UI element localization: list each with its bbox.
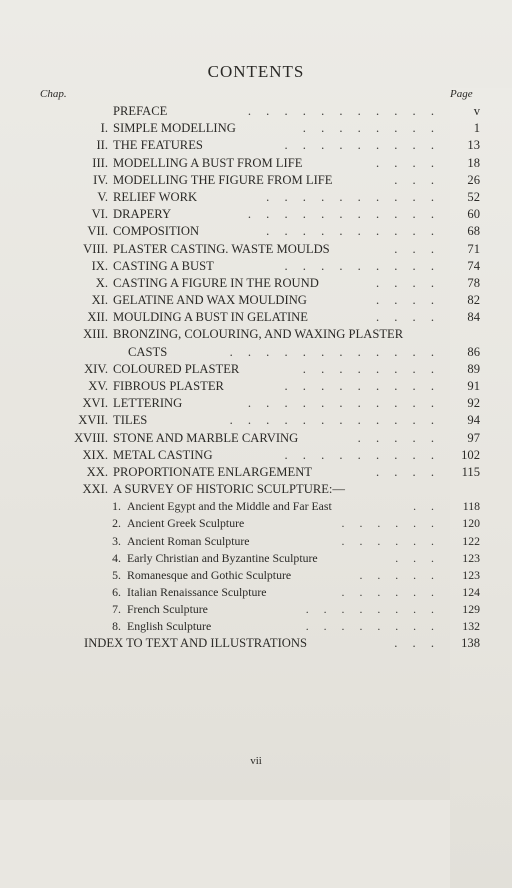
page-number: 115 (461, 464, 480, 479)
dot-leader: . . . . . . (341, 516, 440, 531)
chapter-title: MOULDING A BUST IN GELATINE (113, 310, 308, 325)
dot-leader: . . . . (375, 464, 440, 479)
chapter-number: X. (95, 275, 108, 290)
chapter-number: V. (97, 189, 108, 204)
chapter-column-header: Chap. (40, 88, 67, 100)
toc-entry (0, 156, 512, 173)
dot-leader: . . . . . . . . (302, 121, 440, 136)
dot-leader: . . . . . . . . . (284, 138, 440, 153)
chapter-title: GELATINE AND WAX MOULDING (113, 293, 307, 308)
chapter-title: BRONZING, COLOURING, AND WAXING PLASTER (113, 327, 404, 342)
chapter-title: PREFACE (113, 104, 168, 118)
page-number: 92 (467, 396, 480, 411)
subentry-title: Ancient Egypt and the Middle and Far East (127, 499, 332, 514)
dot-leader: . . . . . . (341, 584, 440, 599)
page-number: 60 (467, 207, 480, 222)
page-number: 52 (467, 189, 480, 204)
page-folio: vii (250, 755, 262, 767)
chapter-title: LETTERING (113, 396, 183, 411)
chapter-title: PLASTER CASTING. WASTE MOULDS (113, 241, 330, 256)
toc-subentry (0, 534, 512, 551)
page-number: 123 (462, 567, 480, 582)
chapter-title: COLOURED PLASTER (113, 361, 240, 376)
page-number: 78 (467, 275, 480, 290)
page-column-header: Page (450, 88, 512, 888)
toc-subentry (0, 568, 512, 585)
chapter-number: VI. (91, 207, 108, 222)
toc-entry (0, 293, 512, 310)
toc-entry (0, 345, 512, 362)
page-number: 97 (467, 430, 480, 445)
page-number: 91 (467, 379, 480, 393)
page-number: 89 (467, 361, 480, 376)
dot-leader: . . . . . . . . . . . (247, 207, 440, 222)
dot-leader: . . . . . . . . . . (266, 189, 440, 204)
toc-entry (0, 121, 512, 138)
chapter-number: VII. (87, 224, 108, 239)
subentry-title: Italian Renaissance Sculpture (127, 584, 267, 599)
subentry-title: Romanesque and Gothic Sculpture (127, 567, 292, 582)
subentry-title: Ancient Roman Sculpture (127, 533, 250, 548)
dot-leader: . . . . . . . . . . . . (229, 413, 440, 428)
dot-leader: . . . . . . . . . (284, 258, 440, 273)
dot-leader: . . . . . . (341, 533, 440, 548)
page-number: 123 (462, 550, 480, 565)
page-number: 13 (467, 138, 480, 153)
chapter-title: MODELLING THE FIGURE FROM LIFE (113, 172, 333, 187)
subentry-number: 5. (112, 567, 121, 582)
chapter-number: VIII. (83, 241, 108, 256)
toc-entry (0, 413, 512, 430)
dot-leader: . . . . (375, 293, 440, 308)
dot-leader: . . (413, 499, 440, 514)
toc-entry (0, 465, 512, 482)
dot-leader: . . . . . . . . . (284, 379, 440, 393)
chapter-number: XIX. (82, 447, 108, 462)
chapter-number: XV. (88, 379, 108, 393)
toc-entry (0, 362, 512, 379)
dot-leader: . . . (394, 241, 440, 256)
toc-entry (0, 259, 512, 276)
subentry-number: 7. (112, 601, 121, 616)
dot-leader: . . . . . . . . . . (266, 224, 440, 239)
chapter-number: II. (96, 138, 108, 153)
dot-leader: . . . . (375, 310, 440, 325)
chapter-title: INDEX TO TEXT AND ILLUSTRATIONS (84, 636, 307, 651)
chapter-title: CASTING A BUST (113, 258, 214, 273)
page-number: 26 (467, 172, 480, 187)
toc-entry (0, 431, 512, 448)
table-of-contents (0, 104, 512, 653)
toc-entry (0, 224, 512, 241)
subentry-number: 4. (112, 550, 121, 565)
dot-leader: . . . (394, 172, 440, 187)
dot-leader: . . . . . . . . . . . . (229, 344, 440, 359)
dot-leader: . . . . . . . . . . . (247, 104, 440, 118)
chapter-number: III. (92, 155, 108, 170)
toc-entry (0, 396, 512, 413)
toc-entry (0, 310, 512, 327)
dot-leader: . . . (395, 550, 440, 565)
toc-entry (0, 242, 512, 259)
page-number: 120 (462, 516, 480, 531)
page-number: 82 (467, 293, 480, 308)
subentry-number: 6. (112, 584, 121, 599)
toc-subentry (0, 585, 512, 602)
toc-entry (0, 138, 512, 155)
page-number: 68 (467, 224, 480, 239)
dot-leader: . . . . . . . . (305, 618, 440, 633)
chapter-title: THE FEATURES (113, 138, 203, 153)
chapter-title: MODELLING A BUST FROM LIFE (113, 155, 303, 170)
toc-entry (0, 482, 512, 499)
chapter-number: IV. (93, 172, 108, 187)
dot-leader: . . . (394, 636, 440, 651)
chapter-number: IX. (91, 258, 108, 273)
page-number: 129 (462, 601, 480, 616)
dot-leader: . . . . (375, 155, 440, 170)
toc-entry (0, 173, 512, 190)
dot-leader: . . . . (375, 275, 440, 290)
chapter-title: FIBROUS PLASTER (113, 379, 224, 393)
page-number: 132 (462, 618, 480, 633)
toc-entry (0, 276, 512, 293)
chapter-number: I. (100, 121, 108, 136)
chapter-title: METAL CASTING (113, 447, 213, 462)
toc-subentry (0, 619, 512, 636)
page-number: v (473, 104, 480, 118)
page-number: 86 (467, 344, 480, 359)
toc-entry (0, 207, 512, 224)
dot-leader: . . . . . . . . (302, 361, 440, 376)
page-number: 18 (467, 155, 480, 170)
subentry-number: 8. (112, 618, 121, 633)
dot-leader: . . . . . . . . . . . (247, 396, 440, 411)
toc-entry (0, 448, 512, 465)
subentry-title: Ancient Greek Sculpture (127, 516, 245, 531)
chapter-title: RELIEF WORK (113, 189, 198, 204)
dot-leader: . . . . . . . . . (284, 447, 440, 462)
toc-subentry (0, 602, 512, 619)
contents-title: CONTENTS (207, 62, 305, 81)
chapter-title: CASTS (128, 344, 168, 359)
chapter-number: XX. (86, 464, 108, 479)
toc-subentry (0, 551, 512, 568)
toc-subentry (0, 499, 512, 516)
toc-entry (0, 104, 512, 121)
chapter-number: XIII. (83, 327, 108, 342)
chapter-title: DRAPERY (113, 207, 172, 222)
page-number: 94 (467, 413, 480, 428)
toc-subentry (0, 516, 512, 533)
chapter-title: A SURVEY OF HISTORIC SCULPTURE:— (113, 482, 346, 497)
page-number: 138 (461, 636, 480, 651)
dot-leader: . . . . . (359, 567, 440, 582)
chapter-number: XXI. (82, 482, 108, 497)
subentry-title: Early Christian and Byzantine Sculpture (127, 550, 318, 565)
subentry-number: 3. (112, 533, 121, 548)
chapter-title: SIMPLE MODELLING (113, 121, 236, 136)
chapter-number: XI. (91, 293, 108, 308)
chapter-number: XIV. (84, 361, 108, 376)
subentry-title: English Sculpture (127, 618, 212, 633)
toc-entry (0, 327, 512, 344)
page-number: 84 (467, 310, 480, 325)
page-number: 71 (467, 241, 480, 256)
page-number: 124 (462, 584, 480, 599)
page-number: 102 (461, 447, 480, 462)
subentry-title: French Sculpture (127, 601, 208, 616)
chapter-number: XVII. (78, 413, 108, 428)
chapter-title: TILES (113, 413, 148, 428)
page-number: 122 (462, 533, 480, 548)
chapter-title: STONE AND MARBLE CARVING (113, 430, 299, 445)
toc-index-entry (0, 636, 512, 653)
chapter-number: XVI. (82, 396, 108, 411)
chapter-title: PROPORTIONATE ENLARGEMENT (113, 464, 312, 479)
toc-entry (0, 379, 512, 396)
subentry-number: 1. (112, 499, 121, 514)
chapter-number: XII. (87, 310, 108, 325)
chapter-number: XVIII. (74, 430, 108, 445)
page-number: 1 (473, 121, 480, 136)
dot-leader: . . . . . . . . (305, 601, 440, 616)
page-number: 74 (467, 258, 480, 273)
dot-leader: . . . . . (357, 430, 440, 445)
page-number: 118 (462, 499, 480, 514)
chapter-title: COMPOSITION (113, 224, 200, 239)
toc-entry (0, 190, 512, 207)
subentry-number: 2. (112, 516, 121, 531)
chapter-title: CASTING A FIGURE IN THE ROUND (113, 275, 319, 290)
